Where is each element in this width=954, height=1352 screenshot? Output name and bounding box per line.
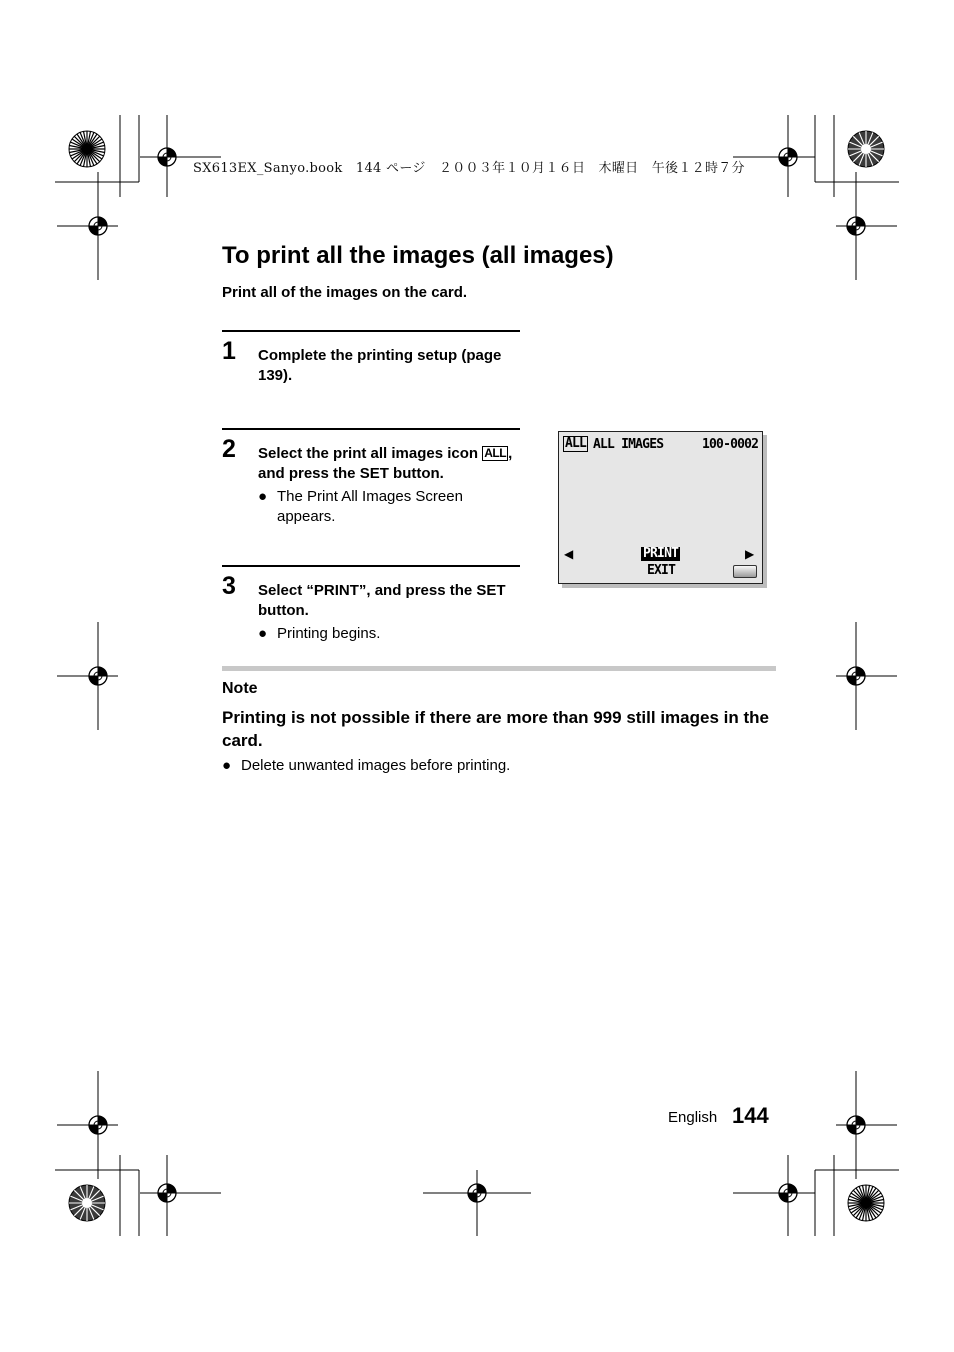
note-separator — [222, 666, 776, 671]
step-1-number: 1 — [222, 337, 236, 365]
lcd-left-arrow-icon: ◀ — [564, 547, 574, 561]
battery-icon — [733, 565, 757, 578]
step-1-rule — [222, 330, 520, 332]
step-1-text: Complete the printing setup (page 139). — [258, 347, 502, 384]
bullet-icon: ● — [222, 757, 232, 774]
step-2-rule — [222, 428, 520, 430]
bullet-icon: ● — [258, 488, 268, 505]
bullet-icon: ● — [258, 625, 268, 642]
lcd-screen — [558, 431, 763, 584]
lcd-exit-option: EXIT — [647, 563, 676, 578]
step-2-text — [258, 444, 524, 484]
page-subtitle: Print all of the images on the card. — [222, 284, 468, 301]
print-info-header: SX613EX_Sanyo.book 144 ページ ２００３年１０月１６日 木曜日 午後１２時７分 — [193, 161, 745, 176]
lcd-mode-icon: ALL — [565, 436, 587, 451]
step-2-bullet-text: The Print All Images Screen appears. — [277, 488, 463, 525]
page-number: 144 — [732, 1103, 769, 1128]
lcd-right-arrow-icon: ▶ — [745, 547, 755, 561]
step-2-text-after: , and press the SET button. — [258, 445, 513, 482]
all-images-icon: ALL — [484, 446, 507, 460]
step-3-bullet-text: Printing begins. — [277, 625, 381, 642]
step-3-bullet — [258, 624, 520, 644]
note-bullet — [222, 756, 762, 776]
note-label: Note — [222, 680, 258, 697]
footer-language: English — [668, 1109, 718, 1126]
note-bullet-text: Delete unwanted images before printing. — [241, 757, 511, 774]
step-2-number: 2 — [222, 435, 236, 463]
page-title: To print all the images (all images) — [222, 242, 614, 269]
step-3-number: 3 — [222, 572, 236, 600]
step-2-text-before: Select the print all images icon — [258, 445, 479, 462]
step-2-bullet — [258, 487, 520, 527]
step-3-text: Select “PRINT”, and press the SET button. — [258, 582, 506, 619]
note-heading: Printing is not possible if there are more than 999 still images in the card. — [222, 708, 769, 750]
lcd-print-option: PRINT — [643, 546, 679, 561]
lcd-mode-title: ALL IMAGES — [593, 437, 664, 452]
lcd-file-number: 100-0002 — [702, 437, 759, 452]
step-3-rule — [222, 565, 520, 567]
